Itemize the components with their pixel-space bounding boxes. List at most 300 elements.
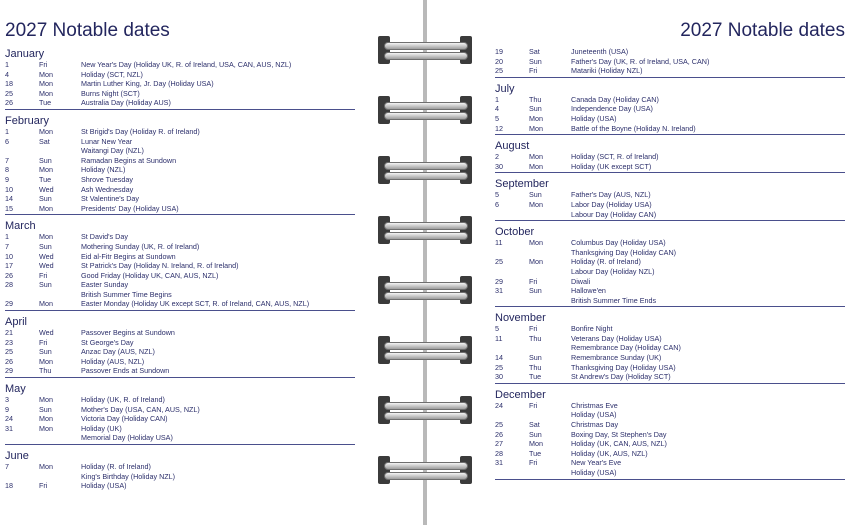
date-day [495, 468, 529, 478]
date-day: 1 [495, 94, 499, 104]
date-weekday: Mon [39, 395, 53, 405]
date-row [5, 271, 355, 281]
date-day: 1 [5, 60, 9, 69]
date-weekday: Sat [39, 136, 50, 146]
date-event: Bonfire Night [571, 324, 613, 334]
month-heading: June [5, 450, 29, 462]
date-weekday: Mon [529, 123, 543, 133]
month-section [5, 448, 355, 492]
page-title-left: 2027 Notable dates [5, 20, 170, 41]
date-weekday: Mon [39, 414, 53, 424]
date-day: 31 [495, 458, 503, 468]
date-day: 31 [495, 286, 503, 296]
date-event: Holiday (AUS, NZL) [81, 356, 145, 366]
date-weekday: Sun [529, 353, 542, 363]
date-day: 26 [495, 429, 503, 439]
date-row [495, 353, 845, 363]
date-list [5, 395, 355, 445]
date-day: 7 [5, 462, 9, 471]
date-day: 29 [5, 366, 13, 376]
date-weekday: Thu [529, 333, 542, 343]
date-weekday [529, 248, 571, 258]
date-day: 30 [495, 161, 503, 171]
date-weekday: Sun [529, 56, 542, 66]
month-heading: August [495, 140, 530, 153]
date-day: 6 [5, 136, 9, 146]
date-day: 5 [495, 113, 499, 123]
date-row [495, 95, 845, 105]
date-row [5, 462, 355, 472]
date-day [495, 267, 529, 277]
date-day: 10 [5, 251, 13, 261]
date-event: Ash Wednesday [81, 184, 134, 194]
date-event: St Valentine's Day [81, 194, 139, 204]
month-section [495, 387, 845, 480]
date-event: Holiday (SCT, NZL) [81, 69, 143, 79]
date-day: 5 [495, 324, 499, 334]
date-day [5, 146, 39, 156]
date-day: 1 [5, 126, 9, 136]
date-event: Martin Luther King, Jr. Day (Holiday USA) [81, 79, 214, 89]
date-day: 2 [495, 152, 499, 162]
date-row [495, 267, 845, 277]
date-weekday [529, 343, 571, 353]
date-event: Good Friday (Holiday UK, CAN, AUS, NZL) [81, 270, 219, 280]
months-column-left [5, 46, 355, 495]
date-event: British Summer Time Ends [571, 295, 657, 305]
page-gutter [423, 0, 427, 525]
date-list [495, 95, 845, 135]
date-event: St George's Day [81, 337, 134, 347]
date-event: Holiday (USA) [571, 468, 617, 477]
date-weekday: Fri [529, 66, 538, 76]
date-day: 3 [5, 395, 9, 405]
month-heading: July [495, 82, 515, 95]
date-event: Holiday (UK except SCT) [571, 161, 652, 171]
date-event: Mothering Sunday (UK, R. of Ireland) [81, 241, 200, 251]
date-weekday: Sat [529, 47, 540, 56]
date-event: Father's Day (UK, R. of Ireland, USA, CAN) [571, 56, 710, 66]
date-event: Christmas Day [571, 420, 619, 430]
month-section [495, 224, 845, 307]
date-day: 30 [495, 372, 503, 382]
date-row [495, 296, 845, 306]
month-section [495, 81, 845, 135]
date-row [495, 47, 845, 57]
date-event: Australia Day (Holiday AUS) [81, 98, 171, 108]
date-row [495, 449, 845, 459]
date-event: Holiday (USA) [571, 410, 617, 420]
date-weekday: Sun [39, 404, 52, 414]
date-weekday: Tue [529, 372, 542, 382]
date-weekday: Mon [39, 126, 53, 136]
month-section [5, 46, 355, 110]
date-weekday [529, 267, 571, 277]
date-event: Canada Day (Holiday CAN) [571, 94, 659, 104]
month-heading: November [495, 312, 546, 325]
date-event: Easter Monday (Holiday UK except SCT, R. of Ireland, CAN, AUS, NZL) [81, 299, 310, 309]
date-weekday: Mon [39, 462, 53, 471]
right-page [495, 0, 845, 525]
left-page [5, 0, 355, 525]
date-event: Holiday (SCT, R. of Ireland) [571, 152, 659, 162]
date-day: 24 [5, 414, 13, 424]
date-weekday: Fri [39, 60, 48, 69]
month-heading: April [5, 316, 28, 329]
date-event: Holiday (R. of Ireland) [571, 257, 641, 267]
page-title-right: 2027 Notable dates [680, 20, 845, 41]
date-event: Labour Day (Holiday NZL) [571, 266, 655, 276]
date-row [495, 238, 845, 248]
date-row [495, 257, 845, 267]
date-row [495, 410, 845, 420]
date-weekday: Fri [529, 458, 538, 468]
date-row [495, 430, 845, 440]
date-day: 21 [5, 328, 13, 338]
date-row [495, 286, 845, 296]
date-event: King's Birthday (Holiday NZL) [81, 471, 176, 481]
date-weekday: Sun [39, 155, 52, 165]
date-weekday: Mon [529, 257, 543, 267]
date-weekday: Tue [39, 174, 52, 184]
date-event: St Brigid's Day (Holiday R. of Ireland) [81, 126, 200, 136]
date-weekday: Sun [39, 194, 52, 204]
date-day: 6 [495, 199, 499, 209]
date-row [5, 433, 355, 443]
date-day: 18 [5, 79, 13, 89]
date-row [5, 405, 355, 415]
date-row [5, 347, 355, 357]
date-day: 7 [5, 241, 9, 251]
date-weekday: Mon [529, 113, 543, 123]
month-section [5, 218, 355, 311]
month-heading: February [5, 114, 50, 127]
month-section [495, 176, 845, 221]
date-weekday: Mon [529, 238, 543, 248]
date-day: 31 [5, 423, 13, 433]
date-day: 7 [5, 155, 9, 165]
date-row [5, 242, 355, 252]
spiral-binding-ring-icon [378, 396, 472, 424]
date-event: New Year's Day (Holiday UK, R. of Ireland, USA, CAN, AUS, NZL) [81, 60, 292, 69]
spiral-binding-ring-icon [378, 216, 472, 244]
date-event: Memorial Day (Holiday USA) [81, 433, 173, 443]
date-list [5, 127, 355, 215]
date-row [495, 114, 845, 124]
date-row [5, 98, 355, 108]
date-weekday [39, 146, 81, 156]
date-weekday: Tue [529, 448, 542, 458]
date-event: Diwali [571, 276, 591, 286]
date-weekday: Fri [39, 481, 48, 491]
date-row [495, 162, 845, 172]
date-weekday [39, 433, 81, 443]
date-day [495, 210, 529, 220]
date-weekday: Mon [39, 69, 53, 79]
date-row [495, 343, 845, 353]
month-heading: October [495, 226, 535, 239]
date-weekday [529, 410, 571, 420]
date-day: 25 [5, 347, 13, 357]
date-weekday: Fri [529, 276, 538, 286]
date-row [495, 468, 845, 478]
date-row [495, 124, 845, 134]
date-list [495, 238, 845, 307]
date-weekday: Sun [529, 286, 542, 296]
date-row [5, 165, 355, 175]
date-day: 23 [5, 337, 13, 347]
date-weekday: Mon [529, 161, 543, 171]
date-weekday: Thu [39, 366, 52, 376]
date-weekday: Wed [39, 328, 54, 338]
date-weekday: Tue [39, 98, 52, 108]
date-event: Easter Sunday [81, 280, 129, 290]
date-event: Mother's Day (USA, CAN, AUS, NZL) [81, 404, 200, 414]
date-weekday: Sun [529, 104, 542, 114]
date-row [5, 146, 355, 156]
date-event: Passover Begins at Sundown [81, 328, 175, 338]
date-day: 9 [5, 174, 9, 184]
date-day: 29 [495, 276, 503, 286]
date-row [495, 439, 845, 449]
date-row [5, 357, 355, 367]
date-day: 28 [5, 280, 13, 290]
date-day: 24 [495, 400, 503, 410]
month-heading: March [5, 220, 36, 233]
date-event: Juneteenth (USA) [571, 47, 629, 56]
date-weekday: Wed [39, 184, 54, 194]
date-event: Burns Night (SCT) [81, 88, 140, 98]
date-day: 4 [495, 104, 499, 114]
date-day: 25 [495, 66, 503, 76]
date-row [5, 232, 355, 242]
months-column-right [495, 47, 845, 483]
date-day: 28 [495, 448, 503, 458]
date-weekday [39, 472, 81, 482]
date-row [5, 79, 355, 89]
month-heading: September [495, 178, 549, 191]
date-weekday: Wed [39, 261, 54, 271]
date-day: 11 [495, 238, 503, 248]
date-day: 4 [5, 69, 9, 79]
date-list [495, 47, 845, 78]
date-weekday: Fri [529, 400, 538, 410]
date-row [495, 57, 845, 67]
date-day: 25 [495, 257, 503, 267]
date-row [5, 481, 355, 491]
date-event: St Andrew's Day (Holiday SCT) [571, 372, 671, 382]
date-event: Presidents' Day (Holiday USA) [81, 203, 179, 213]
date-event: Boxing Day, St Stephen's Day [571, 429, 667, 439]
date-event: Holiday (USA) [571, 113, 617, 123]
date-day: 5 [495, 190, 499, 200]
date-event: Holiday (UK, R. of Ireland) [81, 395, 165, 405]
date-row [495, 401, 845, 411]
date-event: St David's Day [81, 232, 128, 242]
date-row [5, 299, 355, 309]
date-event: Remembrance Day (Holiday CAN) [571, 343, 681, 353]
month-section [495, 138, 845, 173]
date-weekday: Mon [39, 165, 53, 175]
date-list [495, 152, 845, 173]
date-day: 9 [5, 404, 9, 414]
date-event: Ramadan Begins at Sundown [81, 155, 177, 165]
month-section [495, 310, 845, 384]
date-event: Victoria Day (Holiday CAN) [81, 414, 168, 424]
spiral-binding-ring-icon [378, 156, 472, 184]
date-event: New Year's Eve [571, 458, 622, 468]
date-day: 17 [5, 261, 13, 271]
date-row [495, 458, 845, 468]
date-weekday: Mon [39, 423, 53, 433]
date-row [495, 334, 845, 344]
date-weekday: Thu [529, 94, 542, 104]
date-event: Labor Day (Holiday USA) [571, 199, 652, 209]
date-day: 27 [495, 439, 503, 449]
date-event: Christmas Eve [571, 400, 618, 410]
date-day: 20 [495, 56, 503, 66]
date-row [495, 66, 845, 76]
date-list [495, 324, 845, 384]
date-list [5, 328, 355, 378]
date-row [495, 248, 845, 258]
spiral-binding-ring-icon [378, 336, 472, 364]
date-row [5, 70, 355, 80]
date-event: Columbus Day (Holiday USA) [571, 238, 666, 248]
date-day: 25 [495, 362, 503, 372]
date-row [495, 324, 845, 334]
date-weekday: Fri [39, 337, 48, 347]
date-event: Battle of the Boyne (Holiday N. Ireland) [571, 123, 696, 133]
date-row [5, 127, 355, 137]
date-row [495, 190, 845, 200]
date-row [5, 424, 355, 434]
date-weekday: Mon [529, 439, 543, 449]
month-section [5, 381, 355, 445]
date-weekday: Mon [529, 152, 543, 162]
date-event: Thanksgiving Day (Holiday CAN) [571, 247, 677, 257]
date-day [495, 343, 529, 353]
date-weekday: Thu [529, 362, 542, 372]
date-row [5, 366, 355, 376]
date-day [5, 433, 39, 443]
date-weekday: Mon [39, 356, 53, 366]
date-weekday: Mon [39, 299, 53, 309]
date-day: 29 [5, 299, 13, 309]
date-event: Remembrance Sunday (UK) [571, 353, 662, 363]
date-day [5, 290, 39, 300]
date-list [495, 190, 845, 221]
date-row [5, 280, 355, 290]
spiral-binding-ring-icon [378, 96, 472, 124]
date-event: Father's Day (AUS, NZL) [571, 190, 651, 200]
date-event: Holiday (UK) [81, 423, 122, 433]
date-day: 26 [5, 270, 13, 280]
date-row [5, 472, 355, 482]
date-event: Labour Day (Holiday CAN) [571, 209, 657, 219]
date-row [495, 104, 845, 114]
date-row [5, 252, 355, 262]
date-day: 25 [495, 420, 503, 430]
date-event: Hallowe'en [571, 286, 606, 296]
date-day: 19 [495, 47, 503, 56]
date-row [495, 363, 845, 373]
date-row [5, 290, 355, 300]
date-event: Holiday (UK, CAN, AUS, NZL) [571, 439, 667, 449]
date-event: St Patrick's Day (Holiday N. Ireland, R. of Ireland) [81, 261, 239, 271]
date-day: 12 [495, 123, 503, 133]
date-weekday: Mon [39, 203, 53, 213]
date-event: Holiday (NZL) [81, 165, 126, 175]
date-weekday: Mon [39, 232, 53, 242]
spiral-binding-ring-icon [378, 36, 472, 64]
date-day: 1 [5, 232, 9, 242]
date-row [5, 156, 355, 166]
date-row [5, 328, 355, 338]
date-row [5, 60, 355, 70]
date-day [495, 248, 529, 258]
date-weekday: Mon [39, 88, 53, 98]
date-weekday: Sun [39, 280, 52, 290]
date-day: 14 [5, 194, 13, 204]
date-weekday: Sun [39, 241, 52, 251]
date-row [5, 395, 355, 405]
date-event: Anzac Day (AUS, NZL) [81, 347, 155, 357]
date-event: Eid al-Fitr Begins at Sundown [81, 251, 176, 261]
date-list [495, 401, 845, 480]
date-row [5, 414, 355, 424]
month-section [5, 314, 355, 378]
date-day [5, 472, 39, 482]
date-weekday: Fri [529, 324, 538, 334]
date-row [5, 338, 355, 348]
date-list [5, 462, 355, 492]
date-day: 10 [5, 184, 13, 194]
date-weekday: Sun [529, 190, 542, 200]
month-heading: January [5, 48, 45, 60]
date-day: 25 [5, 88, 13, 98]
date-event: Holiday (USA) [81, 481, 127, 491]
month-heading: December [495, 388, 546, 401]
date-event: Thanksgiving Day (Holiday USA) [571, 362, 676, 372]
date-weekday: Wed [39, 251, 54, 261]
date-weekday [529, 296, 571, 306]
date-event: Matariki (Holiday NZL) [571, 66, 643, 76]
month-section [495, 47, 845, 78]
date-row [495, 152, 845, 162]
month-heading: May [5, 383, 26, 396]
date-day [495, 296, 529, 306]
date-row [495, 277, 845, 287]
date-row [5, 185, 355, 195]
date-event: Shrove Tuesday [81, 174, 133, 184]
date-day: 26 [5, 98, 13, 108]
date-row [5, 137, 355, 147]
date-day: 14 [495, 353, 503, 363]
date-event: Passover Ends at Sundown [81, 366, 170, 376]
date-day: 18 [5, 481, 13, 491]
date-row [5, 261, 355, 271]
date-event: British Summer Time Begins [81, 289, 172, 299]
date-weekday: Sun [529, 429, 542, 439]
date-weekday: Mon [529, 199, 543, 209]
date-row [5, 89, 355, 99]
date-list [5, 232, 355, 311]
date-list [5, 60, 355, 110]
spiral-binding-ring-icon [378, 456, 472, 484]
date-day: 11 [495, 333, 503, 343]
date-row [5, 204, 355, 214]
